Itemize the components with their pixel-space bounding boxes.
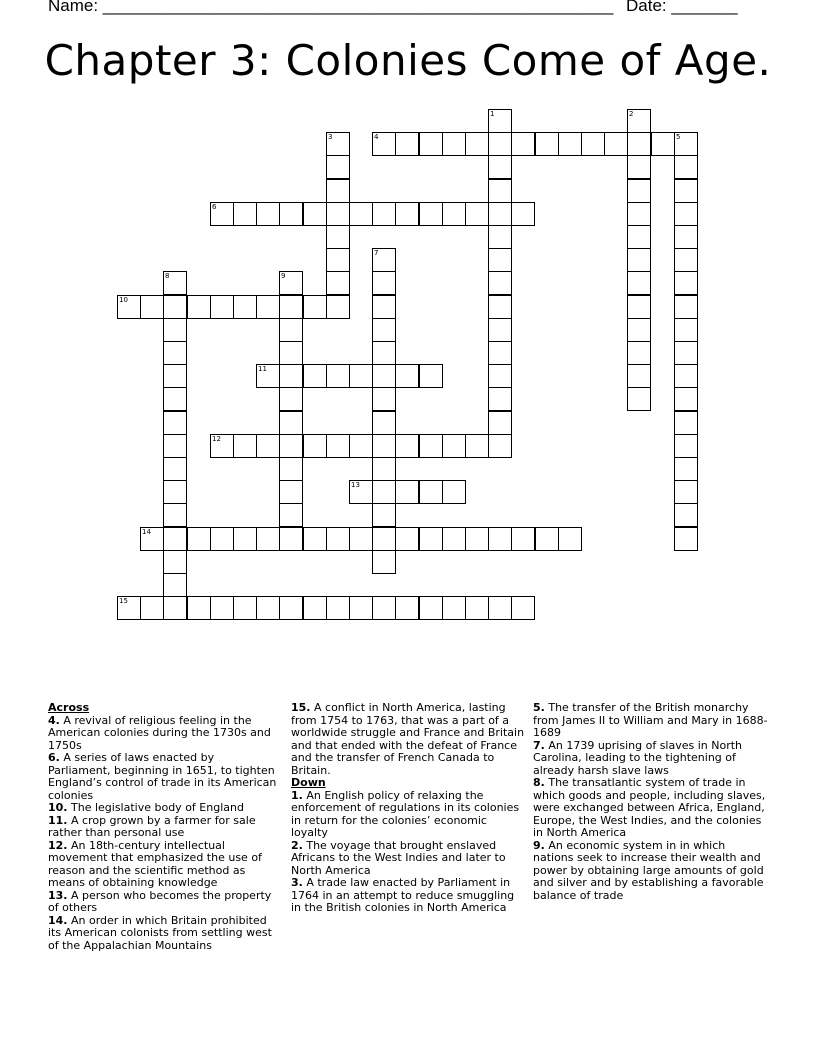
clue-number: 14 (142, 528, 151, 536)
grid-cell[interactable] (279, 364, 303, 388)
grid-cell[interactable] (372, 202, 396, 226)
grid-cell[interactable] (163, 596, 187, 620)
grid-cell[interactable] (419, 202, 443, 226)
grid-cell[interactable] (627, 295, 651, 319)
clue-down-8: 8. The transatlantic system of trade in which goods and people, including slaves, were exchanged between Africa, England, Europe, the West Indies, and the colonies in North America (533, 776, 766, 839)
clue-number: 11 (258, 365, 267, 373)
grid-cell[interactable] (627, 109, 651, 133)
grid-cell[interactable] (419, 596, 443, 620)
grid-cell[interactable] (651, 132, 675, 156)
grid-cell[interactable] (674, 411, 698, 435)
page-title: Chapter 3: Colonies Come of Age. (44, 36, 772, 85)
grid-cell[interactable] (256, 295, 280, 319)
grid-cell[interactable] (117, 596, 141, 620)
grid-cell[interactable] (442, 132, 466, 156)
grid-cell[interactable] (326, 225, 350, 249)
grid-cell[interactable] (419, 364, 443, 388)
grid-cell[interactable] (256, 596, 280, 620)
grid-cell[interactable] (279, 411, 303, 435)
grid-cell[interactable] (210, 295, 234, 319)
grid-cell[interactable] (372, 434, 396, 458)
grid-cell[interactable] (488, 271, 512, 295)
grid-cell[interactable] (372, 550, 396, 574)
grid-cell[interactable] (279, 341, 303, 365)
grid-cell[interactable] (488, 411, 512, 435)
grid-cell[interactable] (303, 434, 327, 458)
grid-cell[interactable] (349, 434, 373, 458)
grid-cell[interactable] (419, 527, 443, 551)
grid-cell[interactable] (535, 132, 559, 156)
clue-number: 9 (281, 272, 286, 280)
grid-cell[interactable] (511, 202, 535, 226)
grid-cell[interactable] (465, 596, 489, 620)
grid-cell[interactable] (488, 596, 512, 620)
grid-cell[interactable] (256, 202, 280, 226)
clue-across-15: 15. A conflict in North America, lasting from 1754 to 1763, that was a part of a worldwide struggle and France and Britain and that ended with the defeat of France and the transfer of French Canada to Britain. (291, 701, 525, 777)
grid-cell[interactable] (372, 318, 396, 342)
grid-cell[interactable] (627, 387, 651, 411)
grid-cell[interactable] (442, 202, 466, 226)
grid-cell[interactable] (163, 411, 187, 435)
grid-cell[interactable] (279, 387, 303, 411)
clue-number: 12 (212, 435, 221, 443)
grid-cell[interactable] (210, 527, 234, 551)
grid-cell[interactable] (163, 341, 187, 365)
clue-number: 7 (374, 249, 379, 257)
grid-cell[interactable] (488, 202, 512, 226)
grid-cell[interactable] (674, 527, 698, 551)
grid-cell[interactable] (279, 527, 303, 551)
clue-across-10: 10. The legislative body of England (48, 801, 244, 814)
clue-across-4: 4. A revival of religious feeling in the American colonies during the 1730s and 1750s (48, 713, 271, 752)
grid-cell[interactable] (233, 596, 257, 620)
grid-cell[interactable] (372, 457, 396, 481)
grid-cell[interactable] (488, 179, 512, 203)
grid-cell[interactable] (163, 318, 187, 342)
clue-number: 8 (165, 272, 170, 280)
grid-cell[interactable] (442, 434, 466, 458)
grid-cell[interactable] (488, 364, 512, 388)
grid-cell[interactable] (372, 527, 396, 551)
grid-cell[interactable] (511, 132, 535, 156)
clue-column-3 (533, 702, 769, 902)
grid-cell[interactable] (395, 596, 419, 620)
grid-cell[interactable] (674, 155, 698, 179)
grid-cell[interactable] (442, 596, 466, 620)
grid-cell[interactable] (372, 271, 396, 295)
name-field-label[interactable]: Name: ______________________________________________________ (48, 0, 614, 15)
grid-cell[interactable] (279, 318, 303, 342)
clue-down-2: 2. The voyage that brought enslaved Africans to the West Indies and later to North America (291, 838, 506, 877)
grid-cell[interactable] (279, 596, 303, 620)
grid-cell[interactable] (233, 434, 257, 458)
grid-cell[interactable] (627, 248, 651, 272)
grid-cell[interactable] (163, 550, 187, 574)
grid-cell[interactable] (419, 434, 443, 458)
grid-cell[interactable] (627, 341, 651, 365)
grid-cell[interactable] (395, 132, 419, 156)
grid-cell[interactable] (488, 318, 512, 342)
grid-cell[interactable] (372, 387, 396, 411)
clue-number: 10 (119, 296, 128, 304)
grid-cell[interactable] (163, 480, 187, 504)
grid-cell[interactable] (256, 527, 280, 551)
grid-cell[interactable] (326, 155, 350, 179)
clue-across-14: 14. An order in which Britain prohibited its American colonists from settling west of the Appalachian Mountains (48, 913, 272, 952)
clue-number: 6 (212, 203, 217, 211)
grid-cell[interactable] (674, 225, 698, 249)
grid-cell[interactable] (233, 295, 257, 319)
clue-across-13: 13. A person who becomes the property of others (48, 888, 272, 914)
grid-cell[interactable] (627, 155, 651, 179)
grid-cell[interactable] (210, 434, 234, 458)
grid-cell[interactable] (187, 527, 211, 551)
grid-cell[interactable] (303, 527, 327, 551)
grid-cell[interactable] (488, 527, 512, 551)
grid-cell[interactable] (349, 202, 373, 226)
clue-number: 1 (490, 110, 495, 118)
grid-cell[interactable] (326, 179, 350, 203)
grid-cell[interactable] (465, 527, 489, 551)
clue-across-11: 11. A crop grown by a farmer for sale rather than personal use (48, 813, 256, 839)
grid-cell[interactable] (303, 596, 327, 620)
grid-cell[interactable] (465, 434, 489, 458)
grid-cell[interactable] (163, 434, 187, 458)
grid-cell[interactable] (163, 271, 187, 295)
grid-cell[interactable] (674, 248, 698, 272)
grid-cell[interactable] (674, 295, 698, 319)
clue-down-9: 9. An economic system in in which nations seek to increase their wealth and power by obtaining large amounts of gold and silver and by establishing a favorable balance of trade (533, 838, 764, 902)
grid-cell[interactable] (210, 596, 234, 620)
grid-cell[interactable] (349, 480, 373, 504)
grid-cell[interactable] (326, 364, 350, 388)
grid-cell[interactable] (326, 295, 350, 319)
grid-cell[interactable] (395, 480, 419, 504)
grid-cell[interactable] (627, 318, 651, 342)
grid-cell[interactable] (279, 434, 303, 458)
grid-cell[interactable] (372, 341, 396, 365)
grid-cell[interactable] (233, 527, 257, 551)
grid-cell[interactable] (488, 132, 512, 156)
clue-column-2 (291, 702, 527, 915)
grid-cell[interactable] (511, 596, 535, 620)
grid-cell[interactable] (465, 132, 489, 156)
grid-cell[interactable] (674, 318, 698, 342)
grid-cell[interactable] (140, 295, 164, 319)
grid-cell[interactable] (372, 596, 396, 620)
grid-cell[interactable] (488, 295, 512, 319)
clue-down-7: 7. An 1739 uprising of slaves in North Carolina, leading to the tightening of already harsh slave laws (533, 738, 743, 777)
grid-cell[interactable] (674, 387, 698, 411)
clue-across-12: 12. An 18th-century intellectual movement that emphasized the use of reason and the scientific method as means of obtaining knowledge (48, 838, 262, 889)
grid-cell[interactable] (279, 503, 303, 527)
grid-cell[interactable] (627, 271, 651, 295)
grid-cell[interactable] (511, 527, 535, 551)
grid-cell[interactable] (395, 434, 419, 458)
across-heading: Across (48, 701, 90, 714)
grid-cell[interactable] (163, 457, 187, 481)
clue-down-3: 3. A trade law enacted by Parliament in 1764 in an attempt to reduce smuggling in the British colonies in North America (291, 876, 515, 914)
grid-cell[interactable] (674, 132, 698, 156)
grid-cell[interactable] (279, 480, 303, 504)
grid-cell[interactable] (372, 364, 396, 388)
grid-cell[interactable] (604, 132, 628, 156)
grid-cell[interactable] (488, 387, 512, 411)
grid-cell[interactable] (627, 202, 651, 226)
grid-cell[interactable] (674, 364, 698, 388)
grid-cell[interactable] (442, 527, 466, 551)
grid-cell[interactable] (303, 364, 327, 388)
clue-number: 4 (374, 133, 379, 141)
grid-cell[interactable] (465, 202, 489, 226)
grid-cell[interactable] (488, 155, 512, 179)
grid-cell[interactable] (488, 109, 512, 133)
clue-number: 15 (119, 597, 128, 605)
grid-cell[interactable] (117, 295, 141, 319)
grid-cell[interactable] (674, 271, 698, 295)
grid-cell[interactable] (674, 457, 698, 481)
grid-cell[interactable] (535, 527, 559, 551)
grid-cell[interactable] (279, 202, 303, 226)
grid-cell[interactable] (163, 295, 187, 319)
grid-cell[interactable] (419, 480, 443, 504)
grid-cell[interactable] (279, 295, 303, 319)
clue-number: 3 (328, 133, 333, 141)
grid-cell[interactable] (303, 295, 327, 319)
clue-column-1 (48, 702, 278, 952)
grid-cell[interactable] (419, 132, 443, 156)
grid-cell[interactable] (674, 434, 698, 458)
grid-cell[interactable] (372, 480, 396, 504)
grid-cell[interactable] (349, 364, 373, 388)
down-heading: Down (291, 776, 326, 789)
grid-cell[interactable] (326, 434, 350, 458)
grid-cell[interactable] (488, 225, 512, 249)
grid-cell[interactable] (372, 503, 396, 527)
clue-across-6: 6. A series of laws enacted by Parliament, beginning in 1651, to tighten England’s control of trade in its American colonies (48, 751, 277, 802)
grid-cell[interactable] (326, 202, 350, 226)
clue-down-5: 5. The transfer of the British monarchy from James II to William and Mary in 1688-1689 (533, 701, 768, 739)
grid-cell[interactable] (674, 341, 698, 365)
grid-cell[interactable] (256, 364, 280, 388)
grid-cell[interactable] (163, 503, 187, 527)
grid-cell[interactable] (558, 132, 582, 156)
grid-cell[interactable] (187, 596, 211, 620)
grid-cell[interactable] (627, 364, 651, 388)
grid-cell[interactable] (442, 480, 466, 504)
grid-cell[interactable] (210, 202, 234, 226)
grid-cell[interactable] (163, 573, 187, 597)
grid-cell[interactable] (163, 364, 187, 388)
grid-cell[interactable] (279, 457, 303, 481)
grid-cell[interactable] (674, 503, 698, 527)
grid-cell[interactable] (187, 295, 211, 319)
date-field-label[interactable]: Date: _______ (626, 0, 738, 15)
grid-cell[interactable] (395, 202, 419, 226)
grid-cell[interactable] (372, 132, 396, 156)
grid-cell[interactable] (372, 248, 396, 272)
grid-cell[interactable] (627, 179, 651, 203)
grid-cell[interactable] (326, 527, 350, 551)
grid-cell[interactable] (140, 596, 164, 620)
grid-cell[interactable] (163, 527, 187, 551)
grid-cell[interactable] (674, 179, 698, 203)
grid-cell[interactable] (279, 271, 303, 295)
grid-cell[interactable] (326, 132, 350, 156)
grid-cell[interactable] (581, 132, 605, 156)
grid-cell[interactable] (627, 225, 651, 249)
grid-cell[interactable] (326, 596, 350, 620)
grid-cell[interactable] (140, 527, 164, 551)
grid-cell[interactable] (233, 202, 257, 226)
grid-cell[interactable] (349, 596, 373, 620)
grid-cell[interactable] (326, 271, 350, 295)
grid-cell[interactable] (488, 341, 512, 365)
grid-cell[interactable] (372, 411, 396, 435)
grid-cell[interactable] (674, 202, 698, 226)
grid-cell[interactable] (163, 387, 187, 411)
grid-cell[interactable] (395, 364, 419, 388)
grid-cell[interactable] (303, 202, 327, 226)
grid-cell[interactable] (326, 248, 350, 272)
clue-number: 5 (676, 133, 681, 141)
grid-cell[interactable] (558, 527, 582, 551)
clue-number: 2 (629, 110, 634, 118)
grid-cell[interactable] (349, 527, 373, 551)
grid-cell[interactable] (674, 480, 698, 504)
grid-cell[interactable] (488, 248, 512, 272)
grid-cell[interactable] (488, 434, 512, 458)
grid-cell[interactable] (395, 527, 419, 551)
grid-cell[interactable] (627, 132, 651, 156)
grid-cell[interactable] (372, 295, 396, 319)
clue-down-1: 1. An English policy of relaxing the enforcement of regulations in its colonies in return for the colonies’ economic loyalty (291, 788, 520, 839)
clue-number: 13 (351, 481, 360, 489)
grid-cell[interactable] (256, 434, 280, 458)
